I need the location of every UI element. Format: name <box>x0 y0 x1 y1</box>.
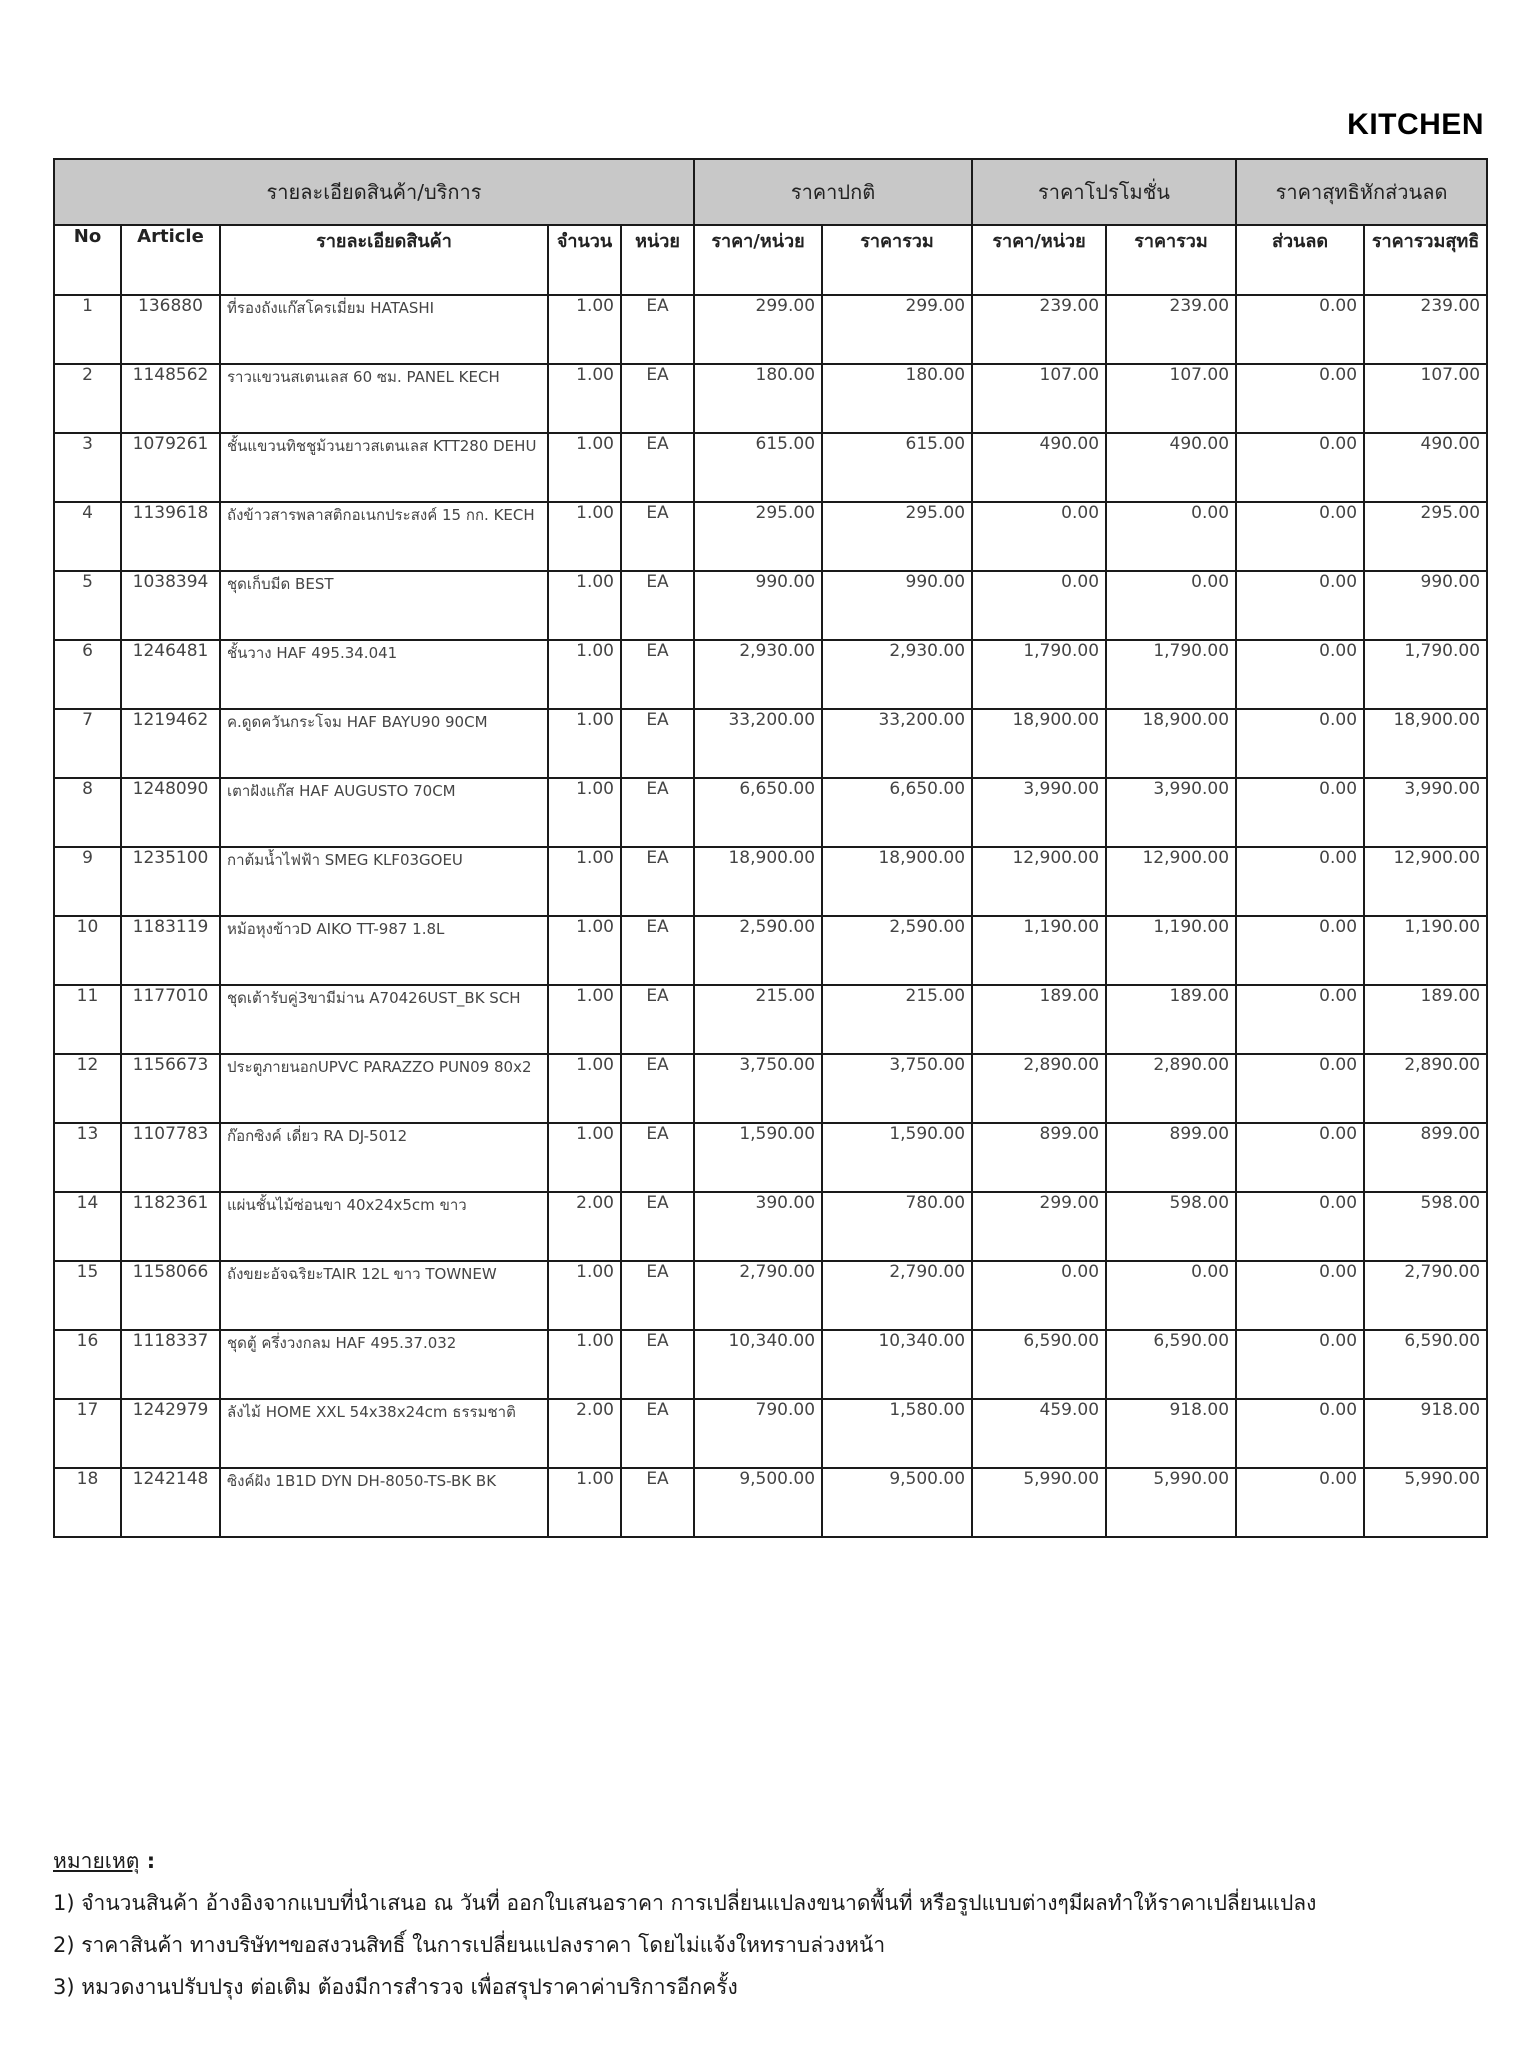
cell-qty: 1.00 <box>548 985 621 1054</box>
group-header-net-price: ราคาสุทธิหักส่วนลด <box>1236 159 1487 225</box>
cell-discount: 0.00 <box>1236 1261 1364 1330</box>
cell-normal-total: 780.00 <box>822 1192 972 1261</box>
cell-normal-unit-price: 390.00 <box>694 1192 822 1261</box>
cell-article: 1246481 <box>121 640 220 709</box>
cell-promo-total: 899.00 <box>1106 1123 1236 1192</box>
cell-discount: 0.00 <box>1236 502 1364 571</box>
cell-normal-total: 9,500.00 <box>822 1468 972 1537</box>
table-row <box>54 1123 1487 1192</box>
col-header-normal-total: ราคารวม <box>822 225 972 295</box>
cell-qty: 1.00 <box>548 709 621 778</box>
cell-qty: 1.00 <box>548 295 621 364</box>
col-header-promo-unit-price: ราคา/หน่วย <box>972 225 1106 295</box>
cell-article: 1038394 <box>121 571 220 640</box>
cell-discount: 0.00 <box>1236 1330 1364 1399</box>
cell-normal-total: 615.00 <box>822 433 972 502</box>
col-header-discount: ส่วนลด <box>1236 225 1364 295</box>
cell-description: ซิงค์ฝัง 1B1D DYN DH-8050-TS-BK BK <box>220 1468 548 1537</box>
cell-description: ถังข้าวสารพลาสติกอเนกประสงค์ 15 กก. KECH <box>220 502 548 571</box>
cell-unit: EA <box>621 1192 694 1261</box>
cell-net-total: 3,990.00 <box>1364 778 1487 847</box>
cell-unit: EA <box>621 1054 694 1123</box>
cell-description: ชุดตู้ ครึ่งวงกลม HAF 495.37.032 <box>220 1330 548 1399</box>
cell-promo-total: 12,900.00 <box>1106 847 1236 916</box>
table-body <box>54 295 1487 1537</box>
cell-promo-total: 0.00 <box>1106 502 1236 571</box>
cell-normal-unit-price: 295.00 <box>694 502 822 571</box>
cell-promo-unit-price: 12,900.00 <box>972 847 1106 916</box>
cell-description: ชั้นวาง HAF 495.34.041 <box>220 640 548 709</box>
cell-unit: EA <box>621 1330 694 1399</box>
cell-promo-unit-price: 899.00 <box>972 1123 1106 1192</box>
cell-promo-total: 0.00 <box>1106 1261 1236 1330</box>
cell-promo-unit-price: 189.00 <box>972 985 1106 1054</box>
cell-article: 1139618 <box>121 502 220 571</box>
col-header-article: Article <box>121 225 220 295</box>
cell-normal-unit-price: 9,500.00 <box>694 1468 822 1537</box>
cell-qty: 1.00 <box>548 571 621 640</box>
cell-unit: EA <box>621 778 694 847</box>
cell-discount: 0.00 <box>1236 1054 1364 1123</box>
cell-article: 1107783 <box>121 1123 220 1192</box>
cell-net-total: 295.00 <box>1364 502 1487 571</box>
cell-unit: EA <box>621 364 694 433</box>
note-item: 2) ราคาสินค้า ทางบริษัทฯขอสงวนสิทธิ์ ในการเปลี่ยนแปลงราคา โดยไม่แจ้งใหทราบล่วงหน้า <box>53 1933 886 1957</box>
notes-section <box>53 1840 1493 2008</box>
cell-normal-total: 215.00 <box>822 985 972 1054</box>
cell-qty: 1.00 <box>548 433 621 502</box>
cell-net-total: 239.00 <box>1364 295 1487 364</box>
cell-no: 6 <box>54 640 121 709</box>
cell-promo-total: 6,590.00 <box>1106 1330 1236 1399</box>
cell-discount: 0.00 <box>1236 1468 1364 1537</box>
cell-promo-total: 1,790.00 <box>1106 640 1236 709</box>
cell-net-total: 2,890.00 <box>1364 1054 1487 1123</box>
cell-promo-total: 1,190.00 <box>1106 916 1236 985</box>
cell-article: 1183119 <box>121 916 220 985</box>
cell-article: 1118337 <box>121 1330 220 1399</box>
cell-net-total: 918.00 <box>1364 1399 1487 1468</box>
cell-qty: 1.00 <box>548 364 621 433</box>
cell-net-total: 18,900.00 <box>1364 709 1487 778</box>
cell-normal-unit-price: 299.00 <box>694 295 822 364</box>
table-row <box>54 1399 1487 1468</box>
cell-discount: 0.00 <box>1236 847 1364 916</box>
cell-net-total: 107.00 <box>1364 364 1487 433</box>
cell-promo-unit-price: 1,190.00 <box>972 916 1106 985</box>
cell-net-total: 598.00 <box>1364 1192 1487 1261</box>
cell-net-total: 2,790.00 <box>1364 1261 1487 1330</box>
table-row <box>54 778 1487 847</box>
cell-normal-unit-price: 3,750.00 <box>694 1054 822 1123</box>
cell-net-total: 990.00 <box>1364 571 1487 640</box>
cell-net-total: 5,990.00 <box>1364 1468 1487 1537</box>
quotation-table <box>53 158 1488 1538</box>
cell-normal-total: 3,750.00 <box>822 1054 972 1123</box>
cell-net-total: 189.00 <box>1364 985 1487 1054</box>
cell-normal-total: 180.00 <box>822 364 972 433</box>
cell-no: 14 <box>54 1192 121 1261</box>
col-header-normal-unit-price: ราคา/หน่วย <box>694 225 822 295</box>
cell-article: 1156673 <box>121 1054 220 1123</box>
cell-promo-unit-price: 459.00 <box>972 1399 1106 1468</box>
cell-unit: EA <box>621 985 694 1054</box>
cell-promo-total: 189.00 <box>1106 985 1236 1054</box>
table-row <box>54 364 1487 433</box>
cell-discount: 0.00 <box>1236 1123 1364 1192</box>
cell-no: 15 <box>54 1261 121 1330</box>
cell-discount: 0.00 <box>1236 916 1364 985</box>
cell-description: ชุดเก็บมีด BEST <box>220 571 548 640</box>
note-item: 3) หมวดงานปรับปรุง ต่อเติม ต้องมีการสำรวจ เพื่อสรุปราคาค่าบริการอีกครั้ง <box>53 1975 738 1999</box>
cell-normal-total: 1,590.00 <box>822 1123 972 1192</box>
table-row <box>54 502 1487 571</box>
col-header-promo-total: ราคารวม <box>1106 225 1236 295</box>
table-row <box>54 985 1487 1054</box>
cell-discount: 0.00 <box>1236 1192 1364 1261</box>
cell-unit: EA <box>621 1468 694 1537</box>
column-header-row <box>54 225 1487 295</box>
section-title: KITCHEN <box>1347 108 1484 141</box>
note-item: 1) จำนวนสินค้า อ้างอิงจากแบบที่นำเสนอ ณ วันที่ ออกใบเสนอราคา การเปลี่ยนแปลงขนาดพื้นที่ หรือรูปแบบต่างๆมีผลทำให้ราคาเปลี่ยนแปลง <box>53 1891 1317 1915</box>
cell-unit: EA <box>621 433 694 502</box>
cell-promo-unit-price: 5,990.00 <box>972 1468 1106 1537</box>
cell-normal-unit-price: 180.00 <box>694 364 822 433</box>
cell-unit: EA <box>621 1261 694 1330</box>
cell-qty: 1.00 <box>548 1330 621 1399</box>
cell-discount: 0.00 <box>1236 364 1364 433</box>
cell-no: 2 <box>54 364 121 433</box>
cell-no: 9 <box>54 847 121 916</box>
cell-unit: EA <box>621 709 694 778</box>
cell-description: ราวแขวนสเตนเลส 60 ซม. PANEL KECH <box>220 364 548 433</box>
cell-promo-unit-price: 3,990.00 <box>972 778 1106 847</box>
cell-promo-unit-price: 0.00 <box>972 1261 1106 1330</box>
cell-promo-unit-price: 0.00 <box>972 502 1106 571</box>
cell-description: ลังไม้ HOME XXL 54x38x24cm ธรรมชาติ <box>220 1399 548 1468</box>
notes-title: หมายเหตุ <box>53 1849 140 1873</box>
cell-article: 1235100 <box>121 847 220 916</box>
group-header-promo-price: ราคาโปรโมชั่น <box>972 159 1236 225</box>
cell-qty: 1.00 <box>548 1468 621 1537</box>
cell-no: 1 <box>54 295 121 364</box>
group-header-details: รายละเอียดสินค้า/บริการ <box>54 159 694 225</box>
cell-unit: EA <box>621 571 694 640</box>
cell-description: หม้อหุงข้าวD AIKO TT-987 1.8L <box>220 916 548 985</box>
cell-no: 5 <box>54 571 121 640</box>
cell-article: 1242979 <box>121 1399 220 1468</box>
cell-normal-unit-price: 10,340.00 <box>694 1330 822 1399</box>
cell-normal-unit-price: 6,650.00 <box>694 778 822 847</box>
cell-description: ที่รองถังแก๊สโครเมี่ยม HATASHI <box>220 295 548 364</box>
cell-promo-unit-price: 2,890.00 <box>972 1054 1106 1123</box>
cell-normal-unit-price: 2,590.00 <box>694 916 822 985</box>
cell-normal-unit-price: 790.00 <box>694 1399 822 1468</box>
cell-normal-total: 990.00 <box>822 571 972 640</box>
table-row <box>54 916 1487 985</box>
cell-no: 8 <box>54 778 121 847</box>
cell-normal-total: 33,200.00 <box>822 709 972 778</box>
cell-no: 11 <box>54 985 121 1054</box>
cell-description: แผ่นชั้นไม้ซ่อนขา 40x24x5cm ขาว <box>220 1192 548 1261</box>
col-header-net-total: ราคารวมสุทธิ <box>1364 225 1487 295</box>
cell-promo-unit-price: 299.00 <box>972 1192 1106 1261</box>
cell-promo-unit-price: 107.00 <box>972 364 1106 433</box>
cell-description: ค.ดูดควันกระโจม HAF BAYU90 90CM <box>220 709 548 778</box>
table-row <box>54 847 1487 916</box>
cell-normal-total: 2,590.00 <box>822 916 972 985</box>
cell-article: 1079261 <box>121 433 220 502</box>
cell-promo-total: 918.00 <box>1106 1399 1236 1468</box>
table-row <box>54 1468 1487 1537</box>
cell-normal-unit-price: 990.00 <box>694 571 822 640</box>
table-row <box>54 709 1487 778</box>
cell-qty: 2.00 <box>548 1192 621 1261</box>
cell-promo-total: 2,890.00 <box>1106 1054 1236 1123</box>
cell-discount: 0.00 <box>1236 709 1364 778</box>
cell-net-total: 1,190.00 <box>1364 916 1487 985</box>
cell-discount: 0.00 <box>1236 295 1364 364</box>
cell-normal-total: 6,650.00 <box>822 778 972 847</box>
cell-qty: 1.00 <box>548 1261 621 1330</box>
cell-net-total: 12,900.00 <box>1364 847 1487 916</box>
cell-normal-unit-price: 2,930.00 <box>694 640 822 709</box>
cell-promo-unit-price: 18,900.00 <box>972 709 1106 778</box>
cell-discount: 0.00 <box>1236 1399 1364 1468</box>
cell-qty: 1.00 <box>548 1123 621 1192</box>
cell-promo-unit-price: 1,790.00 <box>972 640 1106 709</box>
cell-article: 1242148 <box>121 1468 220 1537</box>
cell-promo-total: 239.00 <box>1106 295 1236 364</box>
cell-no: 3 <box>54 433 121 502</box>
cell-normal-unit-price: 1,590.00 <box>694 1123 822 1192</box>
cell-qty: 1.00 <box>548 916 621 985</box>
col-header-qty: จำนวน <box>548 225 621 295</box>
cell-description: ชั้นแขวนทิชชูม้วนยาวสเตนเลส KTT280 DEHU <box>220 433 548 502</box>
notes-colon: : <box>139 1849 156 1873</box>
table-row <box>54 1330 1487 1399</box>
cell-normal-total: 2,930.00 <box>822 640 972 709</box>
cell-normal-unit-price: 33,200.00 <box>694 709 822 778</box>
cell-no: 12 <box>54 1054 121 1123</box>
cell-qty: 1.00 <box>548 847 621 916</box>
table-row <box>54 640 1487 709</box>
cell-qty: 2.00 <box>548 1399 621 1468</box>
cell-article: 1248090 <box>121 778 220 847</box>
cell-qty: 1.00 <box>548 778 621 847</box>
cell-article: 1158066 <box>121 1261 220 1330</box>
cell-unit: EA <box>621 847 694 916</box>
col-header-unit: หน่วย <box>621 225 694 295</box>
cell-qty: 1.00 <box>548 1054 621 1123</box>
cell-unit: EA <box>621 1123 694 1192</box>
group-header-row <box>54 159 1487 225</box>
cell-discount: 0.00 <box>1236 571 1364 640</box>
cell-description: กาต้มน้ำไฟฟ้า SMEG KLF03GOEU <box>220 847 548 916</box>
cell-normal-unit-price: 2,790.00 <box>694 1261 822 1330</box>
cell-discount: 0.00 <box>1236 778 1364 847</box>
cell-normal-total: 18,900.00 <box>822 847 972 916</box>
table-row <box>54 1192 1487 1261</box>
cell-net-total: 1,790.00 <box>1364 640 1487 709</box>
cell-description: ก๊อกซิงค์ เดี่ยว RA DJ-5012 <box>220 1123 548 1192</box>
cell-description: ประตูภายนอกUPVC PARAZZO PUN09 80x2 <box>220 1054 548 1123</box>
cell-normal-unit-price: 215.00 <box>694 985 822 1054</box>
cell-unit: EA <box>621 916 694 985</box>
cell-normal-total: 1,580.00 <box>822 1399 972 1468</box>
cell-normal-total: 295.00 <box>822 502 972 571</box>
cell-no: 16 <box>54 1330 121 1399</box>
notes-heading <box>53 1840 1493 1882</box>
cell-promo-total: 490.00 <box>1106 433 1236 502</box>
group-header-normal-price: ราคาปกติ <box>694 159 972 225</box>
cell-article: 1219462 <box>121 709 220 778</box>
cell-article: 1177010 <box>121 985 220 1054</box>
col-header-no: No <box>54 225 121 295</box>
table-row <box>54 295 1487 364</box>
cell-promo-total: 0.00 <box>1106 571 1236 640</box>
cell-normal-unit-price: 18,900.00 <box>694 847 822 916</box>
cell-promo-total: 107.00 <box>1106 364 1236 433</box>
table-row <box>54 571 1487 640</box>
cell-normal-total: 10,340.00 <box>822 1330 972 1399</box>
cell-unit: EA <box>621 640 694 709</box>
cell-promo-unit-price: 0.00 <box>972 571 1106 640</box>
cell-promo-total: 598.00 <box>1106 1192 1236 1261</box>
cell-promo-unit-price: 490.00 <box>972 433 1106 502</box>
cell-net-total: 490.00 <box>1364 433 1487 502</box>
cell-normal-total: 299.00 <box>822 295 972 364</box>
cell-net-total: 899.00 <box>1364 1123 1487 1192</box>
cell-unit: EA <box>621 295 694 364</box>
cell-promo-total: 3,990.00 <box>1106 778 1236 847</box>
cell-no: 7 <box>54 709 121 778</box>
cell-no: 4 <box>54 502 121 571</box>
cell-discount: 0.00 <box>1236 640 1364 709</box>
cell-no: 17 <box>54 1399 121 1468</box>
cell-article: 1182361 <box>121 1192 220 1261</box>
cell-net-total: 6,590.00 <box>1364 1330 1487 1399</box>
cell-no: 18 <box>54 1468 121 1537</box>
cell-description: ชุดเต้ารับคู่3ขามีม่าน A70426UST_BK SCH <box>220 985 548 1054</box>
cell-promo-total: 5,990.00 <box>1106 1468 1236 1537</box>
cell-description: เตาฝังแก๊ส HAF AUGUSTO 70CM <box>220 778 548 847</box>
cell-unit: EA <box>621 1399 694 1468</box>
col-header-description: รายละเอียดสินค้า <box>220 225 548 295</box>
cell-promo-unit-price: 239.00 <box>972 295 1106 364</box>
cell-promo-total: 18,900.00 <box>1106 709 1236 778</box>
cell-article: 136880 <box>121 295 220 364</box>
cell-no: 13 <box>54 1123 121 1192</box>
cell-qty: 1.00 <box>548 502 621 571</box>
cell-unit: EA <box>621 502 694 571</box>
cell-discount: 0.00 <box>1236 985 1364 1054</box>
cell-article: 1148562 <box>121 364 220 433</box>
cell-normal-unit-price: 615.00 <box>694 433 822 502</box>
table-row <box>54 1054 1487 1123</box>
table-row <box>54 1261 1487 1330</box>
cell-description: ถังขยะอัจฉริยะTAIR 12L ขาว TOWNEW <box>220 1261 548 1330</box>
cell-discount: 0.00 <box>1236 433 1364 502</box>
cell-no: 10 <box>54 916 121 985</box>
cell-promo-unit-price: 6,590.00 <box>972 1330 1106 1399</box>
cell-normal-total: 2,790.00 <box>822 1261 972 1330</box>
cell-qty: 1.00 <box>548 640 621 709</box>
table-row <box>54 433 1487 502</box>
